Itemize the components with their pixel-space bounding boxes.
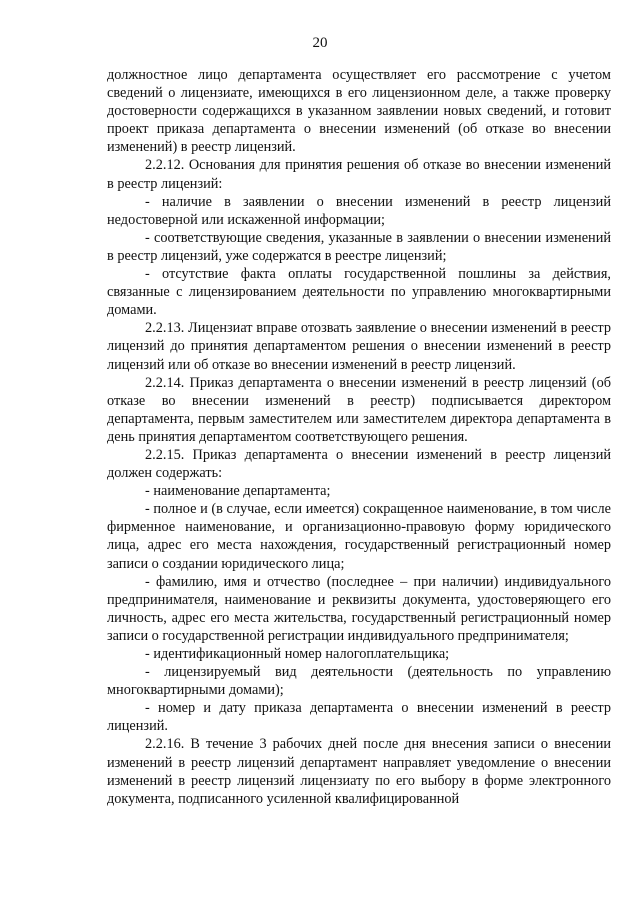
clause-2-2-13: 2.2.13. Лицензиат вправе отозвать заявление о внесении изменений в реестр лицензий до принятия департаментом решения о внесении изменений в реестр лицензий или об отказе во внесении изменений в реестр лицензий. (107, 320, 611, 373)
page-number: 20 (312, 35, 328, 51)
list-item: - номер и дату приказа департамента о внесении изменений в реестр лицензий. (107, 700, 611, 735)
document-body (107, 66, 611, 808)
list-item: - фамилию, имя и отчество (последнее – при наличии) индивидуального предпринимателя, наименование и реквизиты документа, удостоверяющего его личность, адрес его места жительства, государственный регистрационный номер записи о государственной регистрации индивидуального предпринимателя; (107, 573, 611, 644)
list-item: - наименование департамента; (145, 483, 331, 500)
list-item: - соответствующие сведения, указанные в заявлении о внесении изменений в реестр лицензий, уже содержатся в реестре лицензий; (107, 229, 611, 264)
clause-2-2-15: 2.2.15. Приказ департамента о внесении изменений в реестр лицензий должен содержать: (107, 446, 611, 482)
clause-2-2-14: 2.2.14. Приказ департамента о внесении изменений в реестр лицензий (об отказе во внесении изменений в реестр) подписывается директором департамента, первым заместителем или заместителем директора департамента в день принятия департаментом соответствующего решения. (107, 374, 611, 445)
clause-2-2-12: 2.2.12. Основания для принятия решения об отказе во внесении изменений в реестр лицензий: (107, 157, 611, 192)
list-item: - идентификационный номер налогоплательщика; (145, 646, 450, 662)
list-item: - лицензируемый вид деятельности (деятельность по управлению многоквартирными домами); (107, 664, 611, 699)
paragraph-continuation: должностное лицо департамента осуществляет его рассмотрение с учетом сведений о лицензиате, имеющихся в его лицензионном деле, а также проверку достоверности содержащихся в указанном заявлении новых сведений, и готовит проект приказа департамента о внесении изменений (об отказе во внесении изменений) в реестр лицензий. (107, 67, 611, 156)
list-item: - полное и (в случае, если имеется) сокращенное наименование, в том числе фирменное наименование, и организационно-правовую форму юридического лица, адрес его места нахождения, государственный регистрационный номер записи о создании юридического лица; (107, 501, 611, 572)
clause-2-2-16: 2.2.16. В течение 3 рабочих дней после дня внесения записи о внесении изменений в реестр лицензий департамент направляет уведомление о внесении изменений в реестр лицензий лицензиату по его выбору в форме электронного документа, подписанного усиленной квалифицированной (107, 736, 611, 807)
list-item: - наличие в заявлении о внесении изменений в реестр лицензий недостоверной или искаженной информации; (107, 193, 611, 228)
list-item: - отсутствие факта оплаты государственной пошлины за действия, связанные с лицензированием деятельности по управлению многоквартирными домами. (107, 266, 611, 319)
